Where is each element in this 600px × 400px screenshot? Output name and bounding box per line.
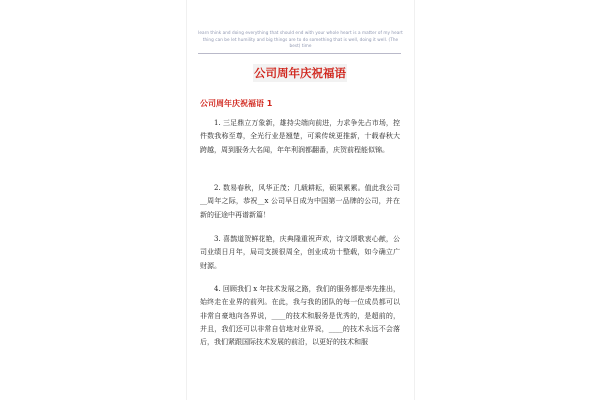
paragraph-1: 1. 三足鼎立万象新，雄持尖端向前进，力求争先占市场，控件数我称至尊，全光行业是翘楚，可乘传统更推新，十载春秋大跨越，周到服务大名闻，年年利润都翻番，庆贺前程能似锦。 bbox=[200, 119, 400, 154]
section-heading: 公司周年庆祝福语 1 bbox=[200, 99, 273, 108]
paragraph-4: 4. 回顾我们 x 年技术发展之路，我们的服务都是率先推出，始终走在业界的前列。在此，我与我的团队的每一位成员都可以非常自豪地向各界说，____的技术和服务是优秀的，是超前的，并且，我们还可以非常自信地对业界说，____的技术永远不会落后，我们紧跟国际技术发展的前沿，以更好的技术和服 bbox=[200, 285, 400, 347]
paragraph-2: 2. 数易春秋，风华正茂；几载耕耘，硕果累累。值此我公司__周年之际，恭祝__x 公司早日成为中国第一品牌的公司，并在新的征途中再谱新篇！ bbox=[200, 184, 400, 219]
paragraph-3: 3. 喜鹊道贺鲜花艳，庆典隆重祝声欢，诗文颂歌衷心献，公司业绩日月年，局司支援很周全，创业成功十整载，如今确立广财源。 bbox=[200, 235, 400, 270]
header-text: learn think and doing everything that should end with your whole heart is a matter of my heart thing can be let humility and big things are to do something that is well, doing it well. (The best) time bbox=[198, 30, 403, 48]
header-divider bbox=[198, 53, 401, 54]
document-title: 公司周年庆祝福语 bbox=[254, 66, 346, 80]
